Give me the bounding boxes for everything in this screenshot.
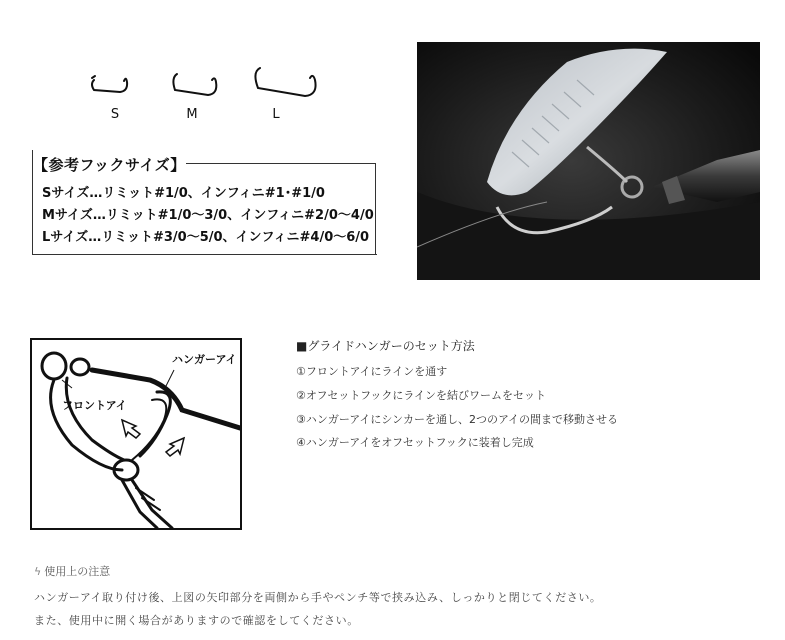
caution-line-2: また、使用中に開く場合がありますので確認をしてください。: [34, 614, 359, 627]
hook-m-icon: [173, 74, 216, 95]
caution-title: 使用上の注意: [44, 565, 111, 578]
hook-label-l: L: [272, 107, 280, 122]
hanger-diagram-illustration: [32, 340, 240, 528]
hook-l-icon: [255, 68, 315, 96]
lure-photo-illustration: [417, 42, 760, 280]
caution-heading: [34, 563, 110, 579]
setup-step-1: ①フロントアイにラインを通す: [296, 365, 448, 378]
product-photo: [417, 42, 760, 280]
setup-title: ■グライドハンガーのセット方法: [296, 339, 475, 353]
reference-line-l: Lサイズ…リミット#3/0〜5/0、インフィニ#4/0〜6/0: [42, 230, 370, 245]
reference-box-top-border: [186, 163, 376, 164]
reference-title: 【参考フックサイズ】: [33, 156, 186, 174]
hook-label-s: S: [110, 107, 120, 122]
setup-step-3: ③ハンガーアイにシンカーを通し、2つのアイの間まで移動させる: [296, 413, 619, 426]
hanger-eye-label: ハンガーアイ: [172, 353, 237, 366]
setup-step-2: ②オフセットフックにラインを結びワームをセット: [296, 389, 546, 402]
front-eye-label: フロントアイ: [62, 399, 127, 412]
lightning-icon: ϟ: [34, 565, 42, 578]
reference-line-m: Mサイズ…リミット#1/0〜3/0、インフィニ#2/0〜4/0: [42, 208, 374, 223]
hook-s-icon: [92, 79, 127, 92]
hook-size-illustrations: [80, 60, 330, 105]
reference-box-right-border: [375, 163, 376, 255]
setup-step-4: ④ハンガーアイをオフセットフックに装着し完成: [296, 436, 534, 449]
reference-line-s: Sサイズ…リミット#1/0、インフィニ#1･#1/0: [42, 186, 325, 201]
caution-line-1: ハンガーアイ取り付け後、上図の矢印部分を両側から手やペンチ等で挟み込み、しっかりと閉じてください。: [34, 591, 602, 604]
hook-label-m: M: [186, 107, 198, 122]
